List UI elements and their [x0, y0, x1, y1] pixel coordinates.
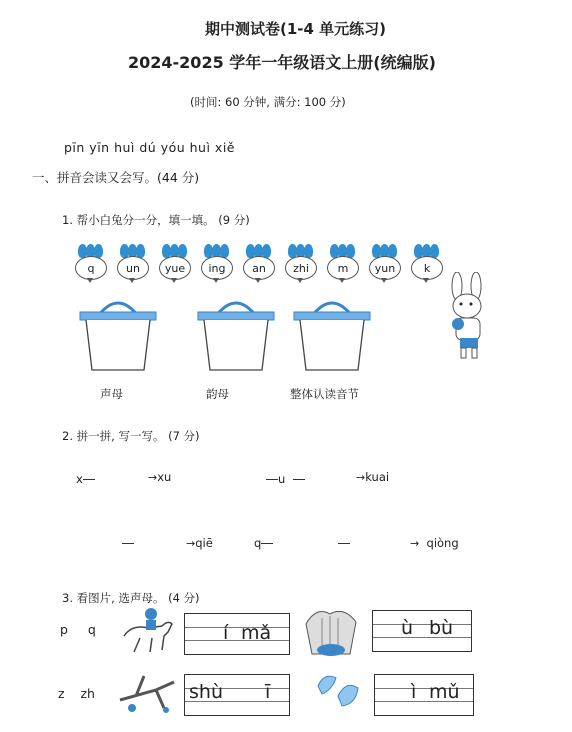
q2-r2-b [186, 536, 213, 550]
blank-line [83, 479, 95, 480]
radish-tip [87, 278, 93, 283]
answer-box-1[interactable] [184, 613, 290, 655]
blank-line [122, 543, 134, 544]
branch-icon [116, 670, 178, 716]
radish-label: q [75, 256, 107, 280]
radish-tip [171, 278, 177, 283]
section-heading: 一、拼音会读又会写。(44 分) [32, 170, 200, 185]
exam-info: (时间: 60 分钟, 满分: 100 分) [190, 95, 346, 109]
bunny-illustration [440, 272, 498, 368]
radish-tip [213, 278, 219, 283]
option-q: q [87, 622, 96, 637]
answer-box-2-left: ù [401, 617, 414, 639]
q2-r1-b [148, 470, 171, 484]
radish-label: k [411, 256, 443, 280]
basket-label-3: 整体认读音节 [290, 387, 359, 401]
question-2-prompt: 2. 拼一拼, 写一写。 (7 分) [62, 429, 200, 443]
guide-line [185, 627, 289, 628]
q2-r2-d [338, 536, 350, 550]
radish-label: un [117, 256, 149, 280]
q2-r2-a [122, 536, 134, 550]
blank-line [261, 543, 273, 544]
tree-branch-illustration [116, 670, 178, 720]
letter-shape-icon [312, 666, 364, 714]
waterfall-illustration [300, 604, 362, 664]
waterfall-icon [300, 604, 362, 660]
basket-3 [292, 294, 372, 394]
title-line1: 期中测试卷(1-4 单元练习) [205, 20, 387, 38]
radish-card[interactable] [324, 244, 360, 284]
basket-3-icon [292, 294, 372, 376]
radish-tip [423, 278, 429, 283]
answer-box-2-right: bù [429, 617, 454, 639]
radish-card[interactable] [408, 244, 444, 284]
q2-r2-b-text: qiē [195, 536, 213, 550]
radish-tip [381, 278, 387, 283]
radish-card[interactable] [156, 244, 192, 284]
radish-card[interactable] [72, 244, 108, 284]
q2-r1-d-text: kuai [365, 470, 390, 484]
q2-r2-e-text: qiòng [426, 536, 459, 550]
radish-tip [297, 278, 303, 283]
option-z: z [58, 686, 65, 701]
radish-card[interactable] [366, 244, 402, 284]
basket-1-icon [78, 294, 158, 376]
horse-rider-illustration [118, 606, 178, 662]
basket-2 [196, 294, 276, 394]
guide-line [373, 637, 471, 638]
answer-box-1-right: mǎ [241, 622, 272, 644]
radish-label: ing [201, 256, 233, 280]
arrow-icon: → [410, 537, 420, 550]
letter-shape-illustration [312, 666, 364, 718]
q2-r1-c-text: u [278, 472, 286, 486]
answer-box-1-left: í [223, 622, 229, 644]
arrow-icon: → [356, 471, 366, 484]
option-p: p [60, 622, 68, 637]
arrow-icon: → [148, 471, 158, 484]
radish-tip [129, 278, 135, 283]
q2-r1-c [266, 472, 305, 486]
arrow-icon: → [186, 537, 196, 550]
q2-r1-b-text: xu [157, 470, 172, 484]
radish-card[interactable] [240, 244, 276, 284]
title-line2: 2024-2025 学年一年级语文上册(统编版) [128, 53, 436, 72]
q2-r2-c-text: q [254, 536, 262, 550]
radish-label: yun [369, 256, 401, 280]
answer-box-3-right: ī [265, 681, 271, 703]
section-pinyin: pīn yīn huì dú yóu huì xiě [64, 140, 235, 155]
radish-label: m [327, 256, 359, 280]
radish-label: yue [159, 256, 191, 280]
basket-label-1: 声母 [100, 387, 123, 401]
q2-r2-e [410, 536, 459, 550]
bunny-icon [440, 272, 498, 364]
options-2 [58, 686, 95, 701]
guide-line [185, 640, 289, 641]
radish-card[interactable] [114, 244, 150, 284]
radish-tip [255, 278, 261, 283]
basket-2-icon [196, 294, 276, 376]
q2-r1-d [356, 470, 389, 484]
horse-icon [118, 606, 178, 658]
answer-box-2[interactable] [372, 610, 472, 652]
answer-box-3-left: shù [189, 681, 223, 703]
basket-label-2: 韵母 [206, 387, 229, 401]
guide-line [373, 624, 471, 625]
blank-line [266, 479, 278, 480]
q2-r1-a [76, 472, 95, 486]
radish-label: an [243, 256, 275, 280]
basket-1 [78, 294, 158, 394]
radish-tip [339, 278, 345, 283]
radish-card[interactable] [198, 244, 234, 284]
question-3-prompt: 3. 看图片, 选声母。 (4 分) [62, 591, 200, 605]
radish-label: zhi [285, 256, 317, 280]
blank-line [338, 543, 350, 544]
options-1 [60, 622, 96, 637]
option-zh: zh [80, 686, 95, 701]
answer-box-4-left: ì [411, 681, 417, 703]
q2-r2-c [254, 536, 273, 550]
answer-box-4-right: mǔ [429, 681, 460, 703]
question-1-prompt: 1. 帮小白兔分一分，填一填。 (9 分) [62, 213, 250, 227]
answer-box-4[interactable] [374, 674, 474, 716]
radish-card[interactable] [282, 244, 318, 284]
q2-r1-a-text: x [76, 472, 83, 486]
answer-box-3[interactable] [184, 674, 290, 716]
blank-line [293, 479, 305, 480]
